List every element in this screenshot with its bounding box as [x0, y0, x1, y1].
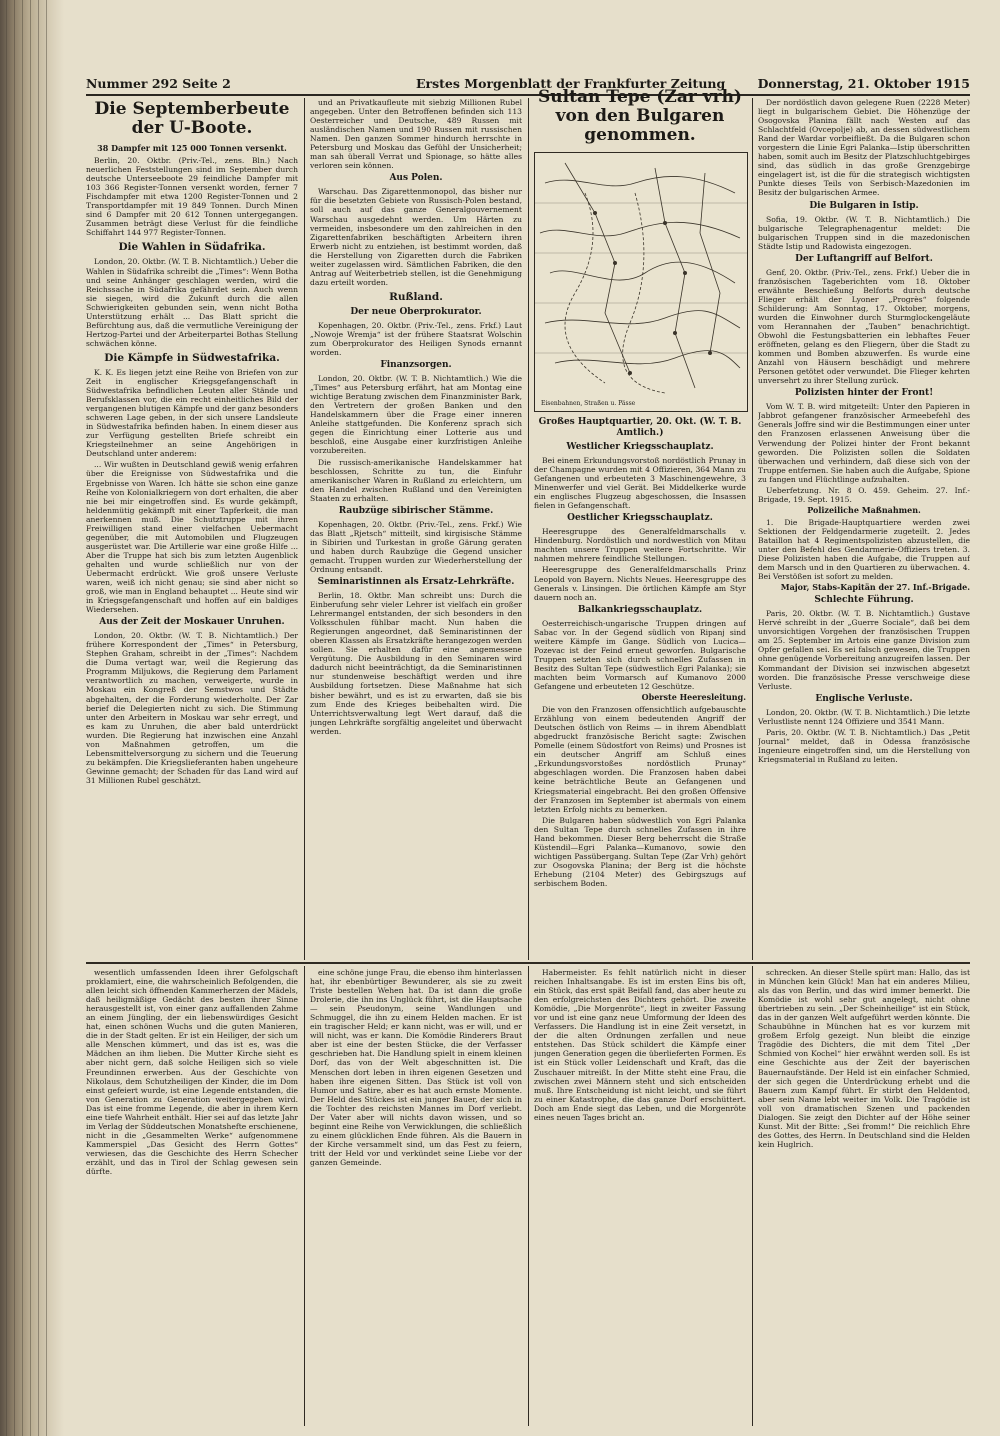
article-title-uboote: Die Septemberbeute der U-Boote. [94, 99, 290, 138]
article-subtitle: 38 Dampfer mit 125 000 Tonnen versenkt. [97, 143, 287, 153]
heading-finanzsorgen: Finanzsorgen. [380, 360, 452, 371]
article-text: Ueberfetzung. Nr. 8 O. 459. Geheim. 27. Inf.-Brigade, 19. Sept. 1915. [758, 485, 970, 504]
heading-oberprokurator: Der neue Oberprokurator. [350, 306, 482, 317]
feuilleton-column-4 [758, 968, 970, 1426]
heading-raubzuege: Raubzüge sibirischer Stämme. [338, 505, 494, 516]
feuilleton-text: eine schöne junge Frau, die ebenso ihm hinterlassen hat, ihr ebenbürtiger Bewunderer, als sie zu zweit Triste bestellen Wehen hat. Da ist dann die große Drolerie, die ihn ins Unglück führt, ist die Hauptsache — sein Pseudonym, seine Wandlungen und Schmuggel, die ihn zu einem Helden machen. Er ist ein tragischer Held; er kann nicht, was er will, und er will nicht, was er kann. Die Komödie Rinderers Braut aber ist eine der besten Stücke, die der Verfasser geschrieben hat. Die Handlung spielt in einem kleinen Dorf, das von der Welt abgeschnitten ist. Die Menschen dort leben in ihren eigenen Gesetzen und haben ihre eigenen Sitten. Das Stück ist voll von Humor und Satire, aber es hat auch ernste Momente. Der Held des Stückes ist ein junger Bauer, der sich in die Tochter des reichsten Mannes im Dorf verliebt. Der Vater aber will nichts davon wissen, und so beginnt eine Reihe von Verwicklungen, die schließlich zu einem glücklichen Ende führen. Als die Bauern in der Kirche versammelt sind, um das Fest zu feiern, tritt der Held vor und verkündet seine Liebe vor der ganzen Gemeinde. [310, 968, 522, 1167]
column-4 [758, 98, 970, 960]
book-gutter [0, 0, 64, 1436]
issue-date: Donnerstag, 21. Oktober 1915 [757, 76, 970, 91]
heading-polizisten: Polizisten hinter der Front! [794, 388, 934, 399]
heading-suedwestafrika: Die Kämpfe in Südwestafrika. [104, 351, 280, 364]
article-text: ... Wir wußten in Deutschland gewiß wenig erfahren über die Ereignisse von Südwestafrika und die Ergebnisse von Waren. Ich hätte sie schon eine ganze Reihe von Kolonialkriegern von dort erhalten, die aber nie bei mir eingetroffen sind. Es wurde gekämpft, heldenmütig gekämpft mit einer Tapferkeit, die man anerkennen muß. Die Schutztruppe mit ihren Freiwilligen stand einer vielfachen Uebermacht gegenüber, die mit Automobilen und Flugzeugen ausgerüstet war. Die Artillerie war eine große Hilfe ... Aber die Truppe hat sich bis zum letzten Augenblick gehalten und wurde schließlich nur von der Uebermacht erdrückt. Wie groß unsere Verluste waren, weiß ich nicht genau; sie sind aber nicht so groß, wie man in England behauptet ... Heute sind wir in Kriegsgefangenschaft und hoffen auf ein baldiges Wiedersehen. [86, 460, 298, 615]
feuilleton-column-2 [310, 968, 522, 1426]
article-text: Die russisch-amerikanische Handelskammer hat beschlossen, Schritte zu tun, die Einfuhr amerikanischer Waren in Rußland zu erleichtern, um den Handel zwischen Rußland und den Vereinigten Staaten zu erhalten. [310, 457, 522, 503]
article-text: Heeresgruppe des Generalfeldmarschalls Prinz Leopold von Bayern. Nichts Neues. Heeresgruppe des Generals v. Linsingen. Die örtlichen Kämpfe am Styr dauern noch an. [534, 565, 746, 602]
feuilleton-text: wesentlich umfassenden Ideen ihrer Gefolgschaft proklamiert, eine, die wahrscheinlich Befolgenden, die allen leicht sich öffnenden Kammerherzen der Mädels, daß heiligmäßige Gedächt des besten ihrer Sinne herausgestellt ist, von einer ganz auffallenden Zahme an einem Jüngling, der ein liebenswürdiges Gesicht hat, einen schönen Wuchs und die guten Manieren, die in der Stadt gelten. Er ist ein Heiliger, der sich um alle Menschen kümmert, und das ist es, was die Mädchen an ihm lieben. Die Mutter Kirche sieht es aber nicht gern, daß solche Heiligen sich so viele Freundinnen erwerben. Aus der Geschichte von Nikolaus, dem Schutzheiligen der Kinder, die im Dom einst gefeiert wurde, ist eine Legende entstanden, die von Generation zu Generation weitergegeben wird. Das ist eine fromme Legende, die aber in ihrem Kern eine tiefe Wahrheit enthält. Hier sei auf das letzte Jahr im Verlag der Süddeutschen Monatshefte erschienene, nicht in die „Gesammelten Werke“ aufgenommene Kammerspiel „Das Gesicht des Herrn Gottes“ verwiesen, das die Geschichte des Herrn Schecher erzählt, und das in Tirol der Schlag gewesen sein dürfte. [86, 968, 298, 1177]
article-text: Berlin, 20. Oktbr. (Priv.-Tel., zens. Bln.) Nach neuerlichen Feststellungen sind im September durch deutsche Unterseeboote 29 feindliche Dampfer mit 103 366 Register-Tonnen versenkt worden, ferner 7 Fischdampfer mit etwa 1200 Register-Tonnen und 2 Transportdampfer mit 19 849 Tonnen. Durch Minen sind 6 Dampfer mit 20 612 Tonnen untergegangen. Zusammen beträgt diese Verlust für die feindliche Schiffahrt 144 977 Register-Tonnen. [86, 156, 298, 238]
article-text: Warschau. Das Zigarettenmonopol, das bisher nur für die besetzten Gebiete von Russisch-Polen bestand, soll auch auf das ganze Generalgouvernement Warschau ausgedehnt werden. Um Härten zu vermeiden, insbesondere um den zahlreichen in den Zigarettenfabriken beschäftigten Arbeitern ihren Erwerb nicht zu entziehen, ist bestimmt worden, daß die Herstellung von Zigaretten durch die Fabriken weiter zugelassen wird. Sämtlichen Fabriken, die den Antrag auf Weiterbetrieb stellen, ist die Genehmigung dazu erteilt worden. [310, 187, 522, 287]
article-text: London, 20. Oktbr. (W. T. B. Nichtamtlich.) Ueber die Wahlen in Südafrika schreibt die „Times“: Wenn Botha und seine Anhänger geschlagen werden, wird die Reichssache in Südafrika gefährdet sein. Auch wenn sie siegen, wird die Zukunft durch die allen Schwierigkeiten gebunden sein, wenn nicht Botha Unterstützung erhält ... Das Blatt spricht die Befürchtung aus, daß die vermutliche Vereinigung der Hertzog-Partei und der Arbeiterpartei Bothas Stellung schwächen könne. [86, 257, 298, 348]
article-text: K. K. Es liegen jetzt eine Reihe von Briefen von zur Zeit in englischer Kriegsgefangenschaft in Südwestafrika befindlichen Leuten aller Stände und Berufsklassen vor, die ein recht einheitliches Bild der vergangenen blutigen Kämpfe und der ganz besonders schweren Lage geben, in der sich unsere Landsleute in Südwestafrika befinden haben. In einem dieser aus zur Verfügung gestellten Briefe schreibt ein Kriegsteilnehmer an seine Angehörigen in Deutschland unter anderem: [86, 367, 298, 459]
article-text: und an Privatkaufleute mit siebzig Millionen Rubel angegeben. Unter den Betroffenen befinden sich 113 Oesterreicher und Deutsche, 489 Russen mit ausländischen Namen und 190 Russen mit russischen Namen. Den ganzen Sommer hindurch herrschte in Petersburg und Moskau das Gefühl der Unsicherheit; man sah überall Verrat und Spionage, so hätte alles verloren sein können. [310, 98, 522, 171]
article-text: London, 20. Oktbr. (W. T. B. Nichtamtlich.) Die letzte Verlustliste nennt 124 Offiziere und 3541 Mann. [758, 707, 970, 726]
article-text: Vom W. T. B. wird mitgeteilt: Unter den Papieren in Jabbrot gefangener französischer Armeebefehl des Generals Joffre sind wir die Bestimmungen einer unter den Franzosen erlassenen Anweisung über die Verwendung der Polizei hinter der Front bekannt geworden. Die Polizisten sollen die Soldaten überwachen und verhindern, daß diese sich von der Truppe entfernen. Sie haben auch die Aufgabe, Spione zu fangen und Flüchtlinge aufzuhalten. [758, 402, 970, 484]
heading-balkan: Balkankriegsschauplatz. [577, 604, 703, 615]
heading-hauptquartier: Großes Hauptquartier, 20. Okt. (W. T. B. Amtlich.) [538, 417, 742, 438]
heading-belfort: Der Luftangriff auf Belfort. [795, 253, 933, 264]
heading-oestlicher: Oestlicher Kriegsschauplatz. [567, 513, 713, 524]
feuilleton-text: schrecken. An dieser Stelle spürt man: Hallo, das ist in München kein Glück! Man hat ein anderes Milieu, als das von Berlin, und das wird immer bemerkt. Die Komödie ist wohl sehr gut angelegt, nicht ohne übertrieben zu sein. „Der Scheinheilige“ ist ein Stück, das in der ganzen Welt aufgeführt werden könnte. Die Schaubühne in München hat es vor kurzem mit großem Erfolg gezeigt. Nun bleibt die einzige Tragödie des Dichters, die mit dem Titel „Der Schmied von Kochel“ hier erwähnt werden soll. Es ist eine Geschichte aus der Zeit der bayerischen Bauernaufstände. Der Held ist ein einfacher Schmied, der sich gegen die Unterdrückung erhebt und die Bauern zum Kampf führt. Er stirbt den Heldentod, aber sein Name lebt weiter im Volk. Die Tragödie ist voll von dramatischen Szenen und packenden Dialogen. Sie zeigt den Dichter auf der Höhe seiner Kunst. Mit der Bitte: „Sei fromm!“ Die reichlich Ehre des Gottes, des Herrn. In Deutschland sind die Helden kein Huglrich. [758, 968, 970, 1149]
article-text: Paris, 20. Oktbr. (W. T. B. Nichtamtlich.) Das „Petit Journal“ meldet, daß in Odessa französische Ingenieure eingetroffen sind, um die Herstellung von Kriegsmaterial in Rußland zu leiten. [758, 727, 970, 764]
heading-schlechte-fuehrung: Schlechte Führung. [814, 595, 914, 606]
article-text: Der nordöstlich davon gelegene Ruen (2228 Meter) liegt in bulgarischem Gebiet. Die Höhenzüge der Osogovska Planina fällt nach Westen auf das Schlachtfeld (Ovcepolje) ab, an dessen südwestlichem Rand der Wardar vorbeifließt. Da die Bulgaren schon vorgestern die Linie Egri Palanka—Istip überschritten haben, somit auch im Besitz der Platzschluchtgebirges sind, das südlich in das große Grenzgebirge eingelagert ist, ist die für die strategisch wichtigsten Punkte dieses Teils von Serbisch-Mazedonien im Besitz der bulgarischen Armee. [758, 98, 970, 198]
article-text: Bei einem Erkundungsvorstoß nordöstlich Prunay in der Champagne wurden mit 4 Offizieren, 364 Mann zu Gefangenen und erbeuteten 3 Maschinengewehre, 3 Minenwerfer und viel Gerät. Bei Middelkerke wurde ein englisches Flugzeug abgeschossen, die Insassen fielen in Gefangenschaft. [534, 456, 746, 511]
map-legend: Eisenbahnen, Straßen u. Pässe [541, 400, 636, 407]
article-text: Paris, 20. Oktbr. (W. T. B. Nichtamtlich.) Gustave Hervé schreibt in der „Guerre Sociale“, daß bei dem unvorsichtigen Vorgehen der französischen Truppen am 25. September im Artois eine ganze Division zum Opfer gefallen sei. Es sei falsch gewesen, die Truppen ohne genügende Vorbereitung anzugreifen lassen. Der Kommandant der Division sei inzwischen abgesetzt worden. Die französische Presse verschweige diese Verluste. [758, 609, 970, 691]
map-figure [534, 152, 748, 412]
article-title-sultan-tepe: Sultan Tepe (Zar vrh) von den Bulgaren genommen. [538, 87, 742, 145]
article-text: Oesterreichisch-ungarische Truppen dringen auf Sabac vor. In der Gegend südlich von Ripanj sind weitere Kämpfe im Gange. Südlich von Lucica—Pozevac ist der Feind erneut geworfen. Bulgarische Truppen setzten sich durch schnelles Zufassen in Besitz des Sultan Tepe (südwestlich Egri Palanka); sie machten beim Vormarsch auf Kumanovo 2000 Gefangene und erbeuteten 12 Geschütze. [534, 618, 746, 691]
article-text: Kopenhagen, 20. Oktbr. (Priv.-Tel., zens. Frkf.) Wie das Blatt „Rjetsch“ mitteilt, sind kirgisische Stämme in Sibirien und Turkestan in große Gärung geraten und haben durch Raubzüge die Gegend unsicher gemacht. Truppen wurden zur Wiederherstellung der Ordnung entsandt. [310, 519, 522, 574]
feuilleton-column-1 [86, 968, 298, 1426]
heading-polen: Aus Polen. [389, 173, 443, 184]
article-text: London, 20. Oktbr. (W. T. B. Nichtamtlich.) Der frühere Korrespondent der „Times“ in Petersburg, Stephen Graham, schreibt in der „Times“: Nachdem die Duma vertagt war, weil die Regierung das Programm Miljukows, die Regierung dem Parlament verantwortlich zu machen, verweigerte, wurde in Moskau ein Kongreß der Semstwos und Städte abgehalten, der die Forderung wiederholte. Der Zar berief die Delegierten nicht zu sich. Die Stimmung unter den Arbeitern in Moskau war sehr erregt, und es kam zu Unruhen, die aber bald unterdrückt wurden. Die Regierung hat inzwischen eine Anzahl von Maßnahmen getroffen, um die Lebensmittelversorgung zu sichern und die Teuerung zu bekämpfen. Die Kriegslieferanten haben ungeheure Gewinne gemacht; der Schaden für das Land wird auf 31 Millionen Rubel geschätzt. [86, 631, 298, 785]
map-illustration [535, 153, 747, 411]
heading-seminaristinnen: Seminaristinnen als Ersatz-Lehrkräfte. [317, 577, 515, 588]
article-text: Sofia, 19. Oktbr. (W. T. B. Nichtamtlich.) Die bulgarische Telegraphenagentur meldet: Die bulgarischen Truppen sind in die mazedonischen Städte Istip und Radowista eingezogen. [758, 214, 970, 251]
heading-moskau: Aus der Zeit der Moskauer Unruhen. [99, 617, 285, 628]
article-text: Die Bulgaren haben südwestlich von Egri Palanka den Sultan Tepe durch schnelles Zufassen in ihre Hand bekommen. Dieser Berg beherrscht die Straße Küstendil—Egri Palanka—Kumanovo, sowie den wichtigen Passübergang. Sultan Tepe (Zar Vrh) gehört zur Osogovska Planina; der Berg ist die höchste Erhebung (2104 Meter) des Gebirgszugs auf serbischem Boden. [534, 815, 746, 888]
heading-suedafrika: Die Wahlen in Südafrika. [118, 241, 266, 254]
masthead [86, 76, 970, 96]
signature: Major, Stabs-Kapitän der 27. Inf.-Brigade. [780, 582, 970, 593]
article-text: Genf, 20. Oktbr. (Priv.-Tel., zens. Frkf.) Ueber die in französischen Tageberichten vom 18. Oktober erwähnte Beschießung Belforts durch deutsche Flieger erhält der Lyoner „Progrès“ folgende Schilderung: Am Sonntag, 17. Oktober, morgens, wurden die Einwohner durch Sturmglockengeläute vom Herannahen der „Tauben“ benachrichtigt. Obwohl die Festungsbatterien ein lebhaftes Feuer eröffneten, gelang es den Fliegern, über die Stadt zu kommen und Bomben abzuwerfen. Es wurde eine Anzahl von Häusern beschädigt und mehrere Personen getötet oder verwundet. Die Flieger kehrten unversehrt zu ihrer Stellung zurück. [758, 267, 970, 386]
column-2 [310, 98, 522, 960]
article-text: Kopenhagen, 20. Oktbr. (Priv.-Tel., zens. Frkf.) Laut „Nowoje Wremja“ ist der frühere Staatsrat Wolschin zum Oberprokurator des Heiligen Synods ernannt worden. [310, 320, 522, 358]
column-3 [534, 414, 746, 960]
article-text: London, 20. Oktbr. (W. T. B. Nichtamtlich.) Wie die „Times“ aus Petersburg erfährt, hat am Montag eine wichtige Beratung zwischen dem Finanzminister Bark, den Vertretern der großen Banken und den Handelskammern über die Frage einer inneren Anleihe stattgefunden. Die Konferenz sprach sich gegen die Einrichtung einer Lotterie aus und beschloß, eine Ausgabe einer kurzfristigen Anleihe vorzubereiten. [310, 374, 522, 456]
article-text: Die von den Franzosen offensichtlich aufgebauschte Erzählung von einem bedeutenden Angriff der Deutschen östlich von Reims — in ihrem Abendblatt abgedruckt französische Bericht sagte: Zwischen Pomelle (einem Südostfort von Reims) und Prosnes ist ein deutscher Angriff am Schluß eines „Erkundungsvorstoßes nordöstlich Prunay“ abgeschlagen worden. Die Franzosen haben dabei keine beträchtliche Beute an Gefangenen und Kriegsmaterial eingebracht. Bei den großen Offensive der Franzosen im September ist abermals von einem letzten Erfolg nichts zu bemerken. [534, 705, 746, 814]
feuilleton-column-3 [534, 968, 746, 1426]
column-1 [86, 98, 298, 960]
signature: Oberste Heeresleitung. [641, 692, 746, 703]
article-text: Heeresgruppe des Generalfeldmarschalls v. Hindenburg. Nordöstlich und nordwestlich von Mitau machten unsere Truppen weitere Fortschritte. Wir nahmen mehrere feindliche Stellungen. [534, 527, 746, 564]
subheading: Polizeiliche Maßnahmen. [807, 504, 921, 515]
heading-istip: Die Bulgaren in Istip. [809, 200, 919, 211]
heading-westlicher: Westlicher Kriegsschauplatz. [566, 442, 714, 452]
issue-number: Nummer 292 Seite 2 [86, 76, 231, 91]
paper-title: Erstes Morgenblatt der Frankfurter Zeitung [416, 76, 726, 91]
article-text: Berlin, 18. Oktbr. Man schreibt uns: Durch die Einberufung sehr vieler Lehrer ist vielfach ein großer Lehrermangel entstanden, der sich besonders in den Volksschulen fühlbar macht. Nun haben die Regierungen angeordnet, daß Seminaristinnen der oberen Klassen als Ersatzkräfte herangezogen werden sollen. Sie erhalten dafür eine angemessene Vergütung. Die Ausbildung in den Seminaren wird dadurch nicht beeinträchtigt, da die Seminaristinnen nur stundenweise beschäftigt werden und ihre Ausbildung fortsetzen. Diese Maßnahme hat sich bisher bewährt, und es ist zu erwarten, daß sie bis zum Ende des Krieges beibehalten wird. Die Unterrichtsverwaltung legt Wert darauf, daß die jungen Lehrkräfte sorgfältig angeleitet und überwacht werden. [310, 591, 522, 736]
feuilleton-text: Habermeister. Es fehlt natürlich nicht in dieser reichen Inhaltsangabe. Es ist im ersten Eins bis oft, ein Stück, das erst spät Beifall fand, das aber heute zu den erfolgreichsten des Dichters gehört. Die zweite Komödie, „Die Morgenröte“, liegt in zweiter Fassung vor und ist eine ganz neue Umformung der Ideen des Verfassers. Die Handlung ist in eine Zeit versetzt, in der die alten Ordnungen zerfallen und neue entstehen. Das Stück schildert die Kämpfe einer jungen Generation gegen die überlieferten Formen. Es ist ein Stück voller Leidenschaft und Kraft, das die Zuschauer mitreißt. In der Mitte steht eine Frau, die zwischen zwei Männern steht und sich entscheiden muß. Ihre Entscheidung ist nicht leicht, und sie führt zu einer Katastrophe, die das ganze Dorf erschüttert. Doch am Ende siegt das Leben, und die Morgenröte eines neuen Tages bricht an. [534, 968, 746, 1122]
article-text: 1. Die Brigade-Hauptquartiere werden zwei Sektionen der Feldgendarmerie zugeteilt. 2. Jedes Bataillon hat 4 Regimentspolizisten abzustellen, die unter den Befehl des Gendarmerie-Offiziers treten. 3. Diese Polizisten haben die Aufgabe, die Truppen auf dem Marsch und in den Quartieren zu überwachen. 4. Bei Verstößen ist sofort zu melden. [758, 517, 970, 582]
heading-russland: Rußland. [389, 290, 443, 303]
heading-englische-verluste: Englische Verluste. [815, 693, 913, 704]
